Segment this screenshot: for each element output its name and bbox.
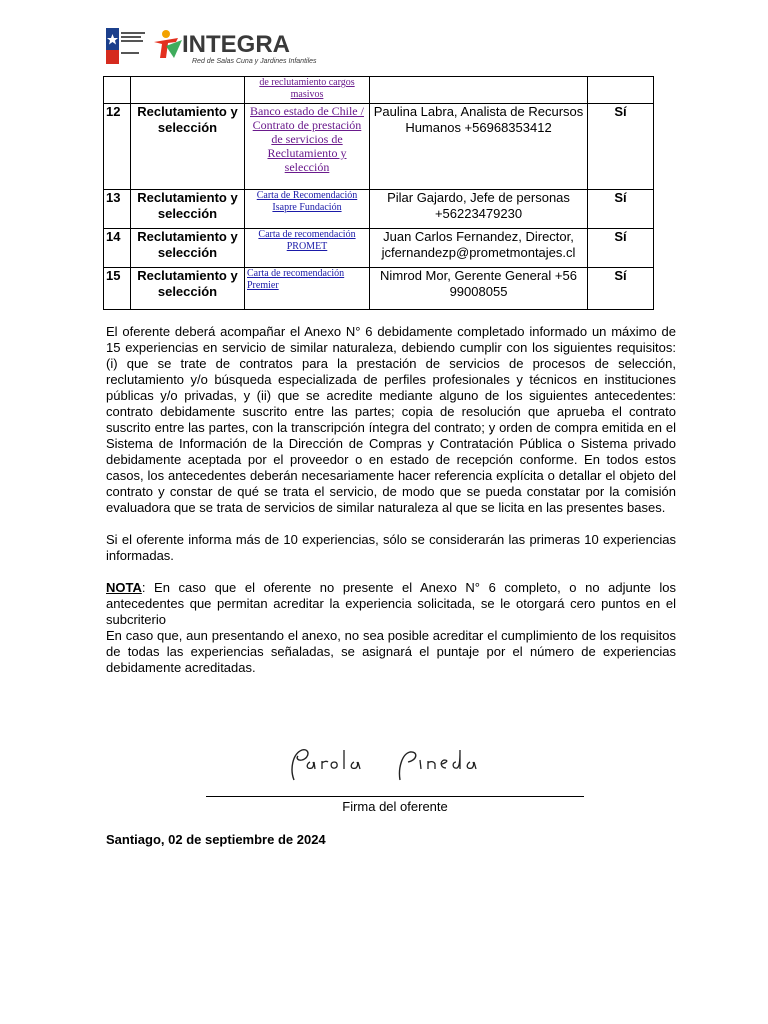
document-link-text[interactable]: Carta de Recomendación Isapre Fundación <box>256 190 358 213</box>
row-yes: Sí <box>588 104 654 190</box>
table-row <box>104 104 654 190</box>
row-yes: Sí <box>588 268 654 310</box>
row-contact: Pilar Gajardo, Jefe de personas +56223479230 <box>370 190 588 229</box>
document-link-text[interactable]: Carta de recomendación PROMET <box>258 229 356 252</box>
table-row <box>104 229 654 268</box>
integra-logo <box>152 28 342 68</box>
requirements-paragraph: El oferente deberá acompañar el Anexo N° 6 debidamente completado informado un máximo de 15 experiencias en servicio de similar naturaleza, debiendo cumplir con los siguientes requisitos: (i) que se trate de contratos para la prestación de servicios de procesos de selección, reclutamiento y/o búsqueda especializada de perfiles profesionales y técnicos en instituciones públicas y/o privadas, y (ii) que se acredite mediante alguno de los siguientes antecedentes: contrato debidamente suscrito entre las partes; copia de resolución que aprueba el contrato suscrito entre las partes, con la transcripción íntegra del contrato; y orden de compra emitida en el Sistema de Información de la Dirección de Compras y Contratación Pública o Sistema privado debidamente aceptada por el proveedor o en estado de recepción conforme. En todos estos casos, los antecedentes deberán necesariamente hacer referencia explícita o detallar el objeto del contrato y constar de qué se trata el servicio, de modo que se pueda constatar por la comisión evaluadora que se trata de servicios de similar naturaleza al que se licita en las presentes bases. <box>106 324 676 515</box>
row-contact <box>370 77 588 104</box>
row-document-link[interactable] <box>245 104 370 190</box>
row-document-link[interactable] <box>245 229 370 268</box>
scoring-paragraph: En caso que, aun presentando el anexo, no sea posible acreditar el cumplimiento de los requisitos de todas las experiencias señaladas, se asignará el puntaje por el número de experiencias debidamente acreditadas. <box>106 628 676 675</box>
row-area: Reclutamiento y selección <box>131 268 245 310</box>
row-area <box>131 77 245 104</box>
document-link-text[interactable]: Banco estado de Chile / Contrato de prestación de servicios de Reclutamiento y selección <box>250 104 364 174</box>
document-link-text[interactable]: Carta de recomendación Premier <box>247 268 345 291</box>
row-number: 12 <box>104 104 131 190</box>
row-area: Reclutamiento y selección <box>131 190 245 229</box>
table-row <box>104 77 654 104</box>
document-link-text[interactable]: de reclutamiento cargos masivos <box>259 77 355 100</box>
row-yes <box>588 77 654 104</box>
row-number: 14 <box>104 229 131 268</box>
row-document-link[interactable] <box>245 77 370 104</box>
row-document-link[interactable] <box>245 268 370 310</box>
brand-name: INTEGRA <box>182 31 290 58</box>
row-yes: Sí <box>588 229 654 268</box>
nota-paragraph <box>106 580 676 628</box>
row-contact: Paulina Labra, Analista de Recursos Humanos +56968353412 <box>370 104 588 190</box>
experience-table <box>103 76 654 310</box>
signature-caption: Firma del oferente <box>342 799 448 814</box>
row-number: 13 <box>104 190 131 229</box>
row-number: 15 <box>104 268 131 310</box>
table-row <box>104 190 654 229</box>
row-yes: Sí <box>588 190 654 229</box>
handwritten-signature <box>280 740 500 790</box>
row-area: Reclutamiento y selección <box>131 104 245 190</box>
nota-label: NOTA <box>106 580 142 595</box>
row-contact: Nimrod Mor, Gerente General +56 99008055 <box>370 268 588 310</box>
row-area: Reclutamiento y selección <box>131 229 245 268</box>
government-logo <box>106 28 146 64</box>
row-number <box>104 77 131 104</box>
row-document-link[interactable] <box>245 190 370 229</box>
date-location: Santiago, 02 de septiembre de 2024 <box>106 832 326 847</box>
row-contact: Juan Carlos Fernandez, Director, jcfernandezp@prometmontajes.cl <box>370 229 588 268</box>
table-row <box>104 268 654 310</box>
nota-text: : En caso que el oferente no presente el Anexo N° 6 completo, o no adjunte los antecedentes que permitan acreditar la experiencia solicitada, se le otorgará cero puntos en el subcriterio <box>106 580 676 627</box>
signature-line <box>206 796 584 797</box>
limit-paragraph: Si el oferente informa más de 10 experiencias, sólo se considerarán las primeras 10 experiencias informadas. <box>106 532 676 563</box>
brand-tagline: Red de Salas Cuna y Jardines Infantiles <box>192 58 317 65</box>
